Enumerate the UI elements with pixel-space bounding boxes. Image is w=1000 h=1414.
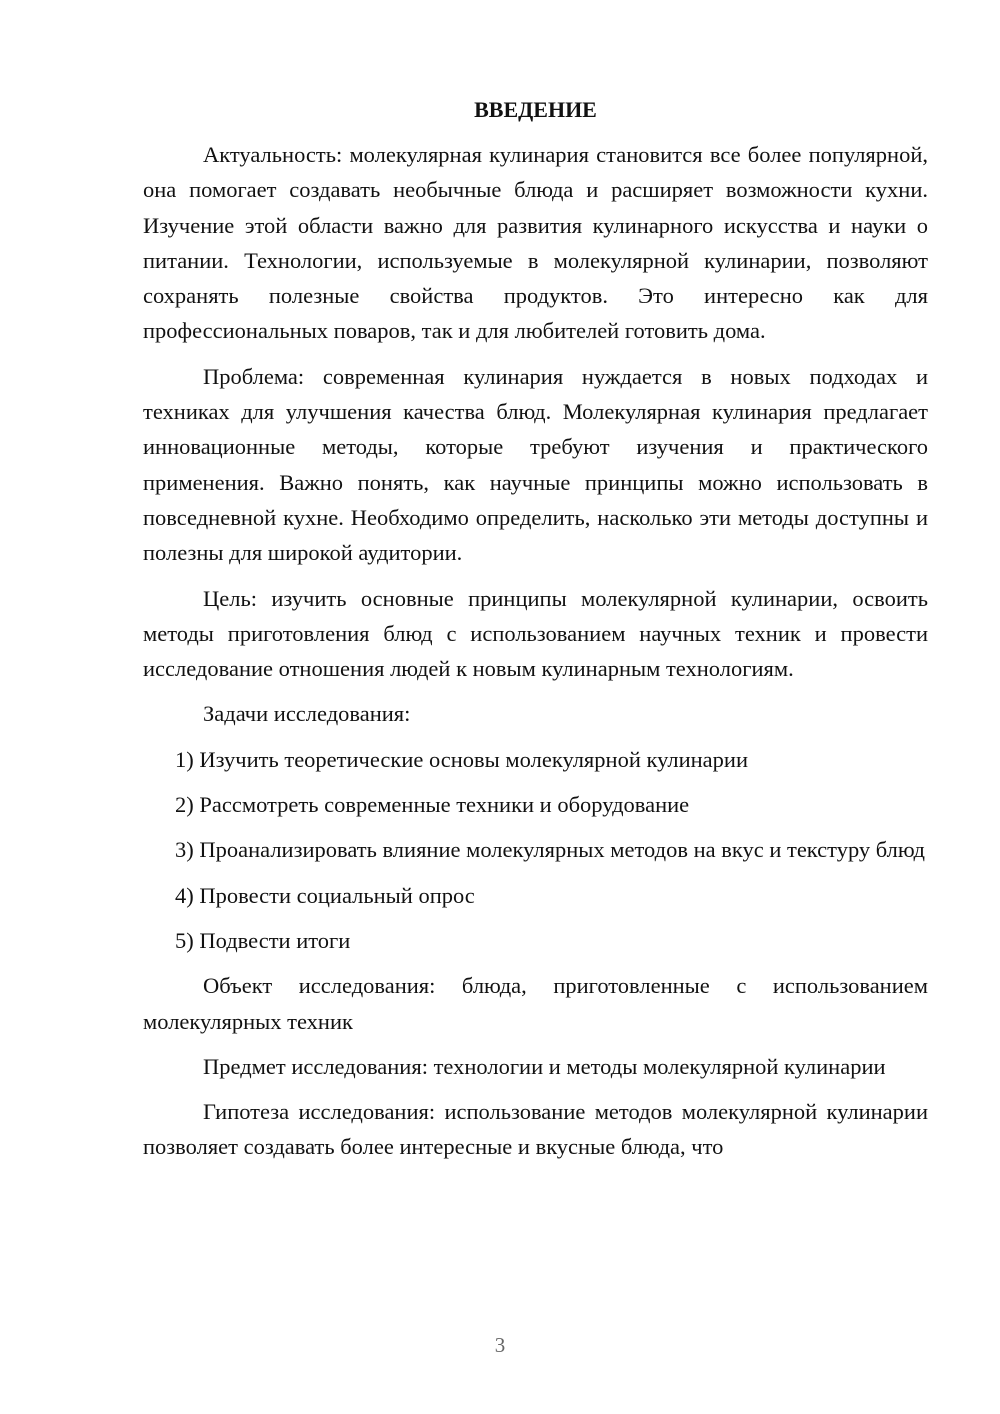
paragraph-hypothesis: Гипотеза исследования: использование методов молекулярной кулинарии позволяет создавать более интересные и вкусные блюда, что bbox=[143, 1099, 928, 1160]
paragraph-goal: Цель: изучить основные принципы молекулярной кулинарии, освоить методы приготовления блюд с использованием научных техник и провести исследование отношения людей к новым кулинарным технологиям. bbox=[143, 585, 928, 682]
paragraph-relevance: Актуальность: молекулярная кулинария становится все более популярной, она помогает создавать необычные блюда и расширяет возможности кухни. Изучение этой области важно для развития кулинарного искусства и науки о питании. Технологии, используемые в молекулярной кулинарии, позволяют сохранять полезные свойства продуктов. Это интересно как для профессиональных поваров, так и для любителей готовить дома. bbox=[143, 142, 928, 344]
task-item-3: 3) Проанализировать влияние молекулярных методов на вкус и текстуру блюд bbox=[175, 837, 926, 863]
task-item-2: 2) Рассмотреть современные техники и оборудование bbox=[175, 792, 690, 818]
document-page bbox=[143, 93, 928, 1175]
paragraph-tasks-heading: Задачи исследования: bbox=[203, 701, 411, 727]
task-item-4: 4) Провести социальный опрос bbox=[175, 882, 475, 908]
page-number: 3 bbox=[494, 1333, 506, 1357]
task-item-5: 5) Подвести итоги bbox=[175, 927, 351, 953]
paragraph-subject: Предмет исследования: технологии и методы молекулярной кулинарии bbox=[203, 1053, 886, 1079]
paragraph-object: Объект исследования: блюда, приготовленные с использованием молекулярных техник bbox=[143, 973, 928, 1034]
task-item-1: 1) Изучить теоретические основы молекулярной кулинарии bbox=[175, 746, 748, 772]
paragraph-problem: Проблема: современная кулинария нуждается в новых подходах и техниках для улучшения качества блюд. Молекулярная кулинария предлагает инновационные методы, которые требуют изучения и практического применения. Важно понять, как научные принципы можно использовать в повседневной кухне. Необходимо определить, насколько эти методы доступны и полезны для широкой аудитории. bbox=[143, 363, 928, 566]
page-title: ВВЕДЕНИЕ bbox=[474, 97, 597, 122]
